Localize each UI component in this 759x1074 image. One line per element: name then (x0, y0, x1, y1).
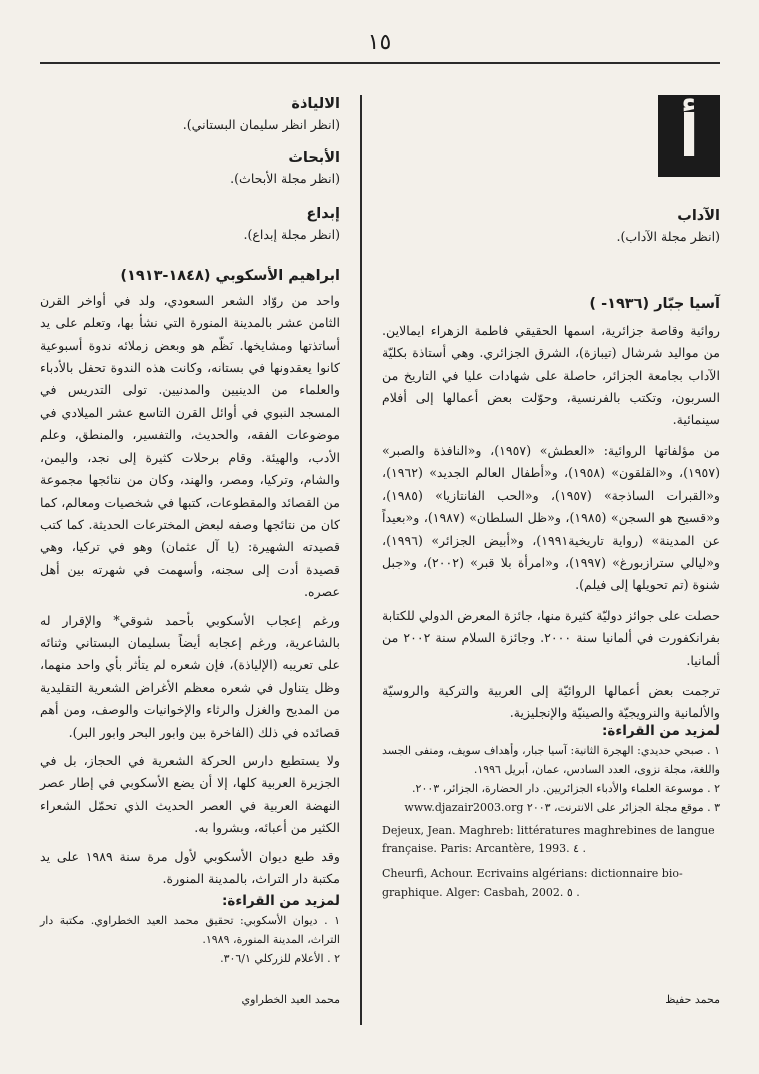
paragraph: من مؤلفاتها الروائية: «العطش» (١٩٥٧)، و«النافذة والصبر» (١٩٥٧)، و«القلقون» (١٩٥٨)، و«أطفال العالم الجديد» (١٩٦٢)، و«القبرات الساذجة» (١٩٥٧)، و«الحب الفانتازيا» (١٩٨٥)، و«قسيح هو السجن» (١٩٨٥)، و«ظل السلطان» (١٩٨٧)، و«بعيداً عن المدينة» (رواية تاريخية١٩٩١)، و«أبيض الجزائر» (١٩٩٦)، و«ليالي سترازبورغ» (١٩٩٧)، و«امرأة بلا قبر» (٢٠٠٢)، و«جبل شنوة (تم تحويلها إلى فيلم). (382, 442, 721, 593)
header-rule (40, 62, 720, 64)
entry-text: (انظر انظر سليمان البستاني). (182, 116, 340, 132)
entry-text: (انظر مجلة إبداع). (243, 226, 340, 242)
entry-iliad (40, 95, 340, 136)
entry-heading: إبداع (306, 206, 340, 222)
reference-item: ٣ . موقع مجلة الجزائر على الانترنت، ٢٠٠٣ www.djazair2003.org (404, 801, 720, 815)
section-letter-box (658, 95, 720, 177)
paragraph: ورغم إعجاب الأسكوبي بأحمد شوقي* والإقرار له بالشاعرية، ورغم إعجابه أيضاً بسليمان البستاني وثنائه على تعريبه (الإلياذة)، فإن شعره لم يتأثر بأي واحد منهما، وظل يتناول في شعره معظم الأغراض الشعرية التقليدية من المديح والغزل والرثاء والإخوانيات والوصف، ومن أهم قصائده في ذلك (الفاخرة بين وابور البحر وابور البر). (40, 612, 340, 740)
paragraph: روائية وقاصة جزائرية، اسمها الحقيقي فاطمة الزهراء ايمالاين. من مواليد شرشال (تيبازة)، الشرق الجزائري. وهي أستاذة بكليّة الآداب بجامعة الجزائر، حاصلة على شهادات عليا في التاريخ من السربون، وتكتب بالفرنسية، وحوّلت بعض أعمالها إلى أفلام سينمائية. (382, 322, 720, 428)
entry-heading: الالياذة (291, 96, 340, 112)
paragraph: واحد من روّاد الشعر السعودي، ولد في أواخر القرن الثامن عشر بالمدينة المنورة التي نشأ بها، وتعلم على يد أساتذتها ومشايخها. نَظّم هو وبعض زملائه ندوة أسبوعية كانوا يعقدونها في بستانه، وكانت هذه الندوة تحفل بالأدباء والعلماء من الدينيين والمدنيين. تولى التدريس في المسجد النبوي في أوائل القرن التاسع عشر الميلادي في موضوعات الفقه، والحديث، والتفسير، والمنطق، وعلم الأدب، والهيئة. وقام برحلات كثيرة إلى نجد، واليمن، والشام، وتركيا، ومصر، والهند، وكان من نتائجها مجموعة من القصائد والمقطوعات، كتبها في شخصيات ومعالم، كما كان من نتائجها وصفه لبعض المخترعات الحديثة. كما كتب قصيدته الشهيرة: (يا آل عثمان) وهو في تركيا، وهي قصيدة أدت إلى سجنه، وأسهمت في شهرته بين أهل عصره. (40, 292, 340, 600)
entry-heading: الآداب (677, 208, 720, 224)
further-reading (382, 723, 720, 902)
author-signature: محمد العيد الخطراوي (241, 993, 340, 1006)
entry-abhath (40, 149, 340, 190)
paragraph: ترجمت بعض أعمالها الروائيّة إلى العربية والتركية والروسيّة والألمانية والنرويجيّة والصينيّة والإنجليزية. (382, 682, 720, 721)
entry-text: (انظر مجلة الآداب). (616, 228, 720, 244)
further-reading-heading: لمزيد من القراءة: (222, 893, 340, 909)
reference-item: Dejeux, Jean. Maghreb: littératures maghrebines de langue française. Paris: Arcantère, 1993. ٤ . (382, 823, 715, 856)
left-column (40, 95, 340, 1025)
further-reading-heading: لمزيد من القراءة: (602, 723, 720, 739)
paragraph: وقد طبع ديوان الأسكوبي لأول مرة سنة ١٩٨٩ على يد مكتبة دار التراث، بالمدينة المنورة. (40, 848, 340, 886)
entry-asia-djebar (382, 295, 720, 725)
column-divider (360, 95, 362, 1025)
reference-item: Cheurfi, Achour. Ecrivains algérians: dictionnaire bio-graphique. Alger: Casbah, 2002. ٥ . (382, 866, 683, 899)
paragraph: ولا يستطيع دارس الحركة الشعرية في الحجاز، بل في الجزيرة العربية كلها، إلا أن يضع الأسكوبي في إطار عصر النهضة العربية في العصر الحديث الذي تحمّل الشعراء الكثير من أعبائه، وبشروا به. (40, 752, 340, 836)
reference-item: ٢ . الأعلام للزركلي ٣٠٦/١. (220, 952, 340, 966)
reference-item: ١ . ديوان الأسكوبي: تحقيق محمد العيد الخطراوي. مكتبة دار التراث، المدينة المنورة، ١٩٨٩. (40, 913, 340, 946)
paragraph: حصلت على جوائز دوليّة كثيرة منها، جائزة المعرض الدولي للكتابة بفرانكفورت في ألمانيا سنة ٢٠٠٠. وجائزة السلام سنة ٢٠٠٢ من ألمانيا. (382, 607, 721, 668)
entry-ibdaa (40, 205, 340, 246)
entry-heading: الأبحاث (288, 150, 340, 166)
entry-heading: آسيا جبّار (١٩٣٦- ) (589, 296, 720, 312)
entry-heading: ابراهيم الأسكوبي (١٨٤٨-١٩١٣) (120, 268, 340, 284)
entry-askubi (40, 267, 340, 890)
reference-item: ٢ . موسوعة العلماء والأدباء الجزائريين. دار الحضارة، الجزائر، ٢٠٠٣. (412, 782, 720, 796)
entry-adab (382, 207, 720, 248)
further-reading (40, 893, 340, 968)
author-signature: محمد حفيظ (665, 993, 720, 1006)
section-letter: أ (679, 102, 699, 170)
right-column (382, 95, 720, 1025)
entry-text: (انظر مجلة الأبحاث). (230, 170, 340, 186)
reference-item: ١ . صبحي حديدي: الهجرة الثانية: آسيا جبار، وأهداف سويف، ومنفى الجسد واللغة، مجلة نزوى، العدد السادس، عمان، أبريل ١٩٩٦. (382, 743, 720, 776)
page-number: ١٥ (367, 30, 392, 55)
